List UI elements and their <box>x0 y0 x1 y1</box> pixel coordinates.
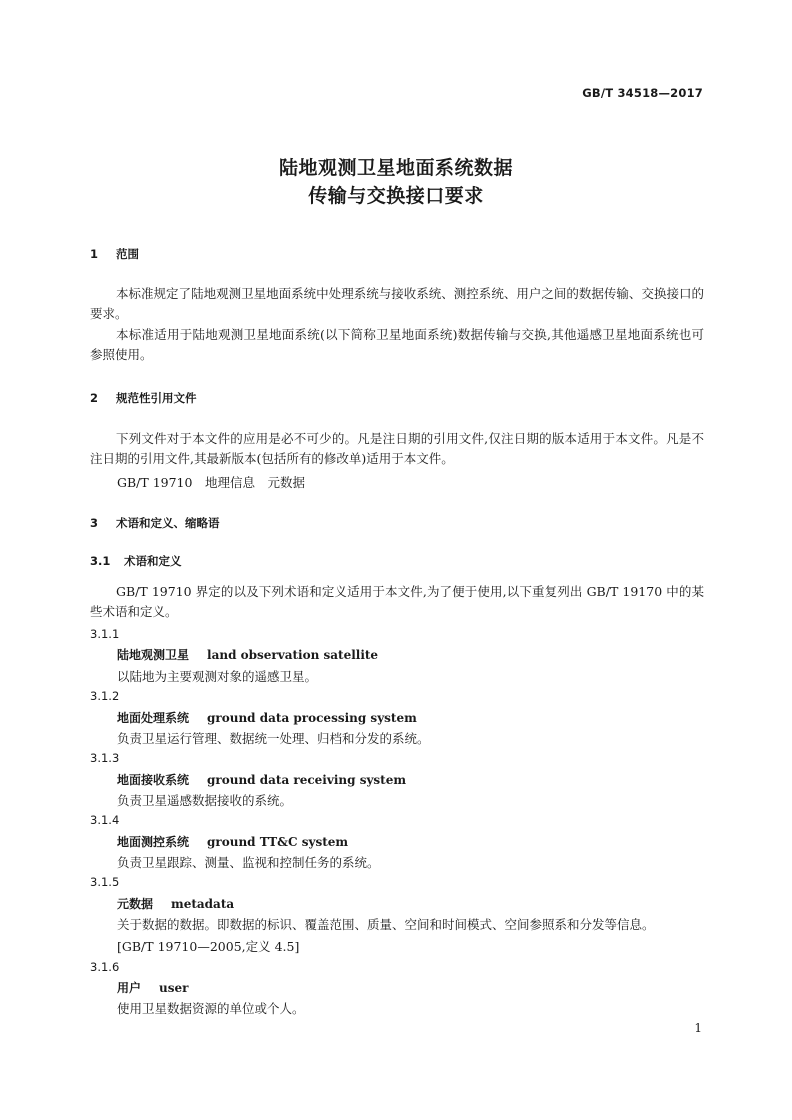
section-1-paragraph-2: 本标准适用于陆地观测卫星地面系统(以下简称卫星地面系统)数据传输与交换,其他遥感卫星地面系统也可参照使用。 <box>90 327 704 362</box>
term-definition: 以陆地为主要观测对象的遥感卫星。 <box>117 669 318 684</box>
section-number: 1 <box>90 247 99 261</box>
term-number: 3.1.1 <box>90 627 120 641</box>
term-definition: 关于数据的数据。即数据的标识、覆盖范围、质量、空间和时间模式、空间参照系和分发等信息。 <box>117 917 655 932</box>
term-number: 3.1.3 <box>90 751 120 765</box>
section-2-paragraph-1: 下列文件对于本文件的应用是必不可少的。凡是注日期的引用文件,仅注日期的版本适用于本文件。凡是不注日期的引用文件,其最新版本(包括所有的修改单)适用于本文件。 <box>90 431 704 466</box>
term-en: ground data receiving system <box>207 773 407 787</box>
term-en: metadata <box>171 897 235 911</box>
section-2-heading <box>90 390 197 406</box>
term-source: [GB/T 19710—2005,定义 4.5] <box>117 939 300 954</box>
term-number: 3.1.2 <box>90 689 120 703</box>
document-title-line-2: 传输与交换接口要求 <box>308 185 484 207</box>
section-number: 3.1 <box>90 554 111 568</box>
section-1-heading <box>90 246 139 262</box>
section-title: 术语和定义 <box>124 554 182 568</box>
term-number: 3.1.6 <box>90 960 120 974</box>
term-definition: 负责卫星跟踪、测量、监视和控制任务的系统。 <box>117 855 380 870</box>
section-number: 2 <box>90 391 99 405</box>
section-3-1-heading <box>90 553 182 569</box>
section-title: 范围 <box>116 247 140 261</box>
term-heading <box>117 833 348 850</box>
term-zh: 用户 <box>117 981 142 995</box>
term-heading <box>117 709 417 726</box>
standard-code: GB/T 34518—2017 <box>582 86 703 100</box>
term-en: user <box>159 981 189 995</box>
section-title: 规范性引用文件 <box>116 391 197 405</box>
term-zh: 元数据 <box>117 897 154 911</box>
term-zh: 地面测控系统 <box>117 835 190 849</box>
term-number: 3.1.4 <box>90 813 120 827</box>
term-en: ground data processing system <box>207 711 417 725</box>
document-title-line-1: 陆地观测卫星地面系统数据 <box>278 157 513 179</box>
term-heading <box>117 895 234 912</box>
term-zh: 地面接收系统 <box>117 773 190 787</box>
section-1-paragraph-1: 本标准规定了陆地观测卫星地面系统中处理系统与接收系统、测控系统、用户之间的数据传输、交换接口的要求。 <box>90 286 704 321</box>
term-number: 3.1.5 <box>90 875 120 889</box>
normative-reference: GB/T 19710 地理信息 元数据 <box>117 475 305 490</box>
section-3-heading <box>90 515 220 531</box>
term-heading <box>117 771 406 788</box>
term-zh: 陆地观测卫星 <box>117 648 190 662</box>
section-number: 3 <box>90 516 99 530</box>
term-definition: 负责卫星遥感数据接收的系统。 <box>117 793 293 808</box>
term-definition: 使用卫星数据资源的单位或个人。 <box>117 1001 305 1016</box>
term-heading <box>117 646 378 663</box>
term-definition: 负责卫星运行管理、数据统一处理、归档和分发的系统。 <box>117 731 430 746</box>
page-number: 1 <box>694 1021 702 1035</box>
term-en: ground TT&C system <box>207 835 349 849</box>
section-3-1-paragraph: GB/T 19710 界定的以及下列术语和定义适用于本文件,为了便于使用,以下重复列出 GB/T 19170 中的某些术语和定义。 <box>90 584 704 619</box>
term-heading <box>117 979 188 996</box>
section-title: 术语和定义、缩略语 <box>116 516 220 530</box>
term-zh: 地面处理系统 <box>117 711 190 725</box>
term-en: land observation satellite <box>207 648 379 662</box>
